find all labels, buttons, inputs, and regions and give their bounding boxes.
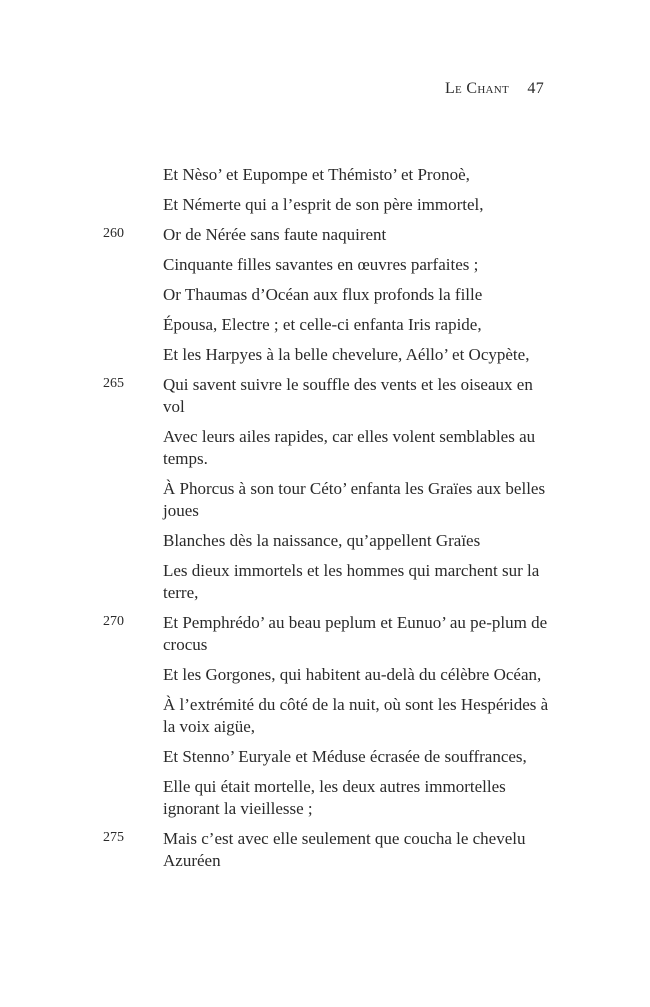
line-number: 260 bbox=[103, 226, 124, 241]
verse-text: Et Némerte qui a l’esprit de son père immortel, bbox=[163, 195, 484, 214]
verse-line bbox=[0, 284, 650, 306]
verse-text: Or de Nérée sans faute naquirent bbox=[163, 225, 387, 244]
verse-line bbox=[0, 478, 650, 522]
verse-text: Et Nèso’ et Eupompe et Thémisto’ et Pronoè, bbox=[163, 165, 470, 184]
verse-text: Mais c’est avec elle seulement que coucha le chevelu Azuréen bbox=[163, 829, 526, 870]
verse-text: Cinquante filles savantes en œuvres parfaites ; bbox=[163, 255, 479, 274]
verse-line bbox=[0, 664, 650, 686]
verse-line bbox=[0, 828, 650, 872]
line-number: 270 bbox=[103, 614, 124, 629]
verse-line bbox=[0, 746, 650, 768]
verse-text: Qui savent suivre le souffle des vents et les oiseaux en vol bbox=[163, 375, 533, 416]
verse-text: Les dieux immortels et les hommes qui marchent sur la terre, bbox=[163, 561, 540, 602]
verse-line bbox=[0, 194, 650, 216]
verse-text: Et les Gorgones, qui habitent au-delà du célèbre Océan, bbox=[163, 665, 542, 684]
running-head bbox=[445, 80, 544, 98]
verse-line bbox=[0, 426, 650, 470]
verse-line bbox=[0, 694, 650, 738]
page-number: 47 bbox=[527, 80, 544, 97]
verse-line bbox=[0, 164, 650, 186]
verse-text: À l’extrémité du côté de la nuit, où sont les Hespérides à la voix aigüe, bbox=[163, 695, 549, 736]
verse-text: Et Stenno’ Euryale et Méduse écrasée de souffrances, bbox=[163, 747, 527, 766]
verse-text: Et les Harpyes à la belle chevelure, Aéllo’ et Ocypète, bbox=[163, 345, 530, 364]
verse-text: Épousa, Electre ; et celle-ci enfanta Iris rapide, bbox=[163, 315, 482, 334]
verse-line bbox=[0, 314, 650, 336]
running-head-title: Le Chant bbox=[444, 80, 510, 97]
verse-text: À Phorcus à son tour Céto’ enfanta les Graïes aux belles joues bbox=[163, 479, 546, 520]
verse-list bbox=[0, 164, 650, 880]
verse-line bbox=[0, 344, 650, 366]
line-number: 275 bbox=[103, 830, 124, 845]
verse-text: Or Thaumas d’Océan aux flux profonds la fille bbox=[163, 285, 483, 304]
verse-line bbox=[0, 224, 650, 246]
verse-line bbox=[0, 560, 650, 604]
verse-line bbox=[0, 254, 650, 276]
verse-text: Avec leurs ailes rapides, car elles volent semblables au temps. bbox=[163, 427, 536, 468]
verse-text: Blanches dès la naissance, qu’appellent Graïes bbox=[163, 531, 481, 550]
line-number: 265 bbox=[103, 376, 124, 391]
verse-line bbox=[0, 776, 650, 820]
verse-line bbox=[0, 612, 650, 656]
verse-text: Elle qui était mortelle, les deux autres immortelles ignorant la vieillesse ; bbox=[163, 777, 506, 818]
verse-text: Et Pemphrédo’ au beau peplum et Eunuo’ au pe-plum de crocus bbox=[163, 613, 548, 654]
verse-line bbox=[0, 374, 650, 418]
verse-line bbox=[0, 530, 650, 552]
